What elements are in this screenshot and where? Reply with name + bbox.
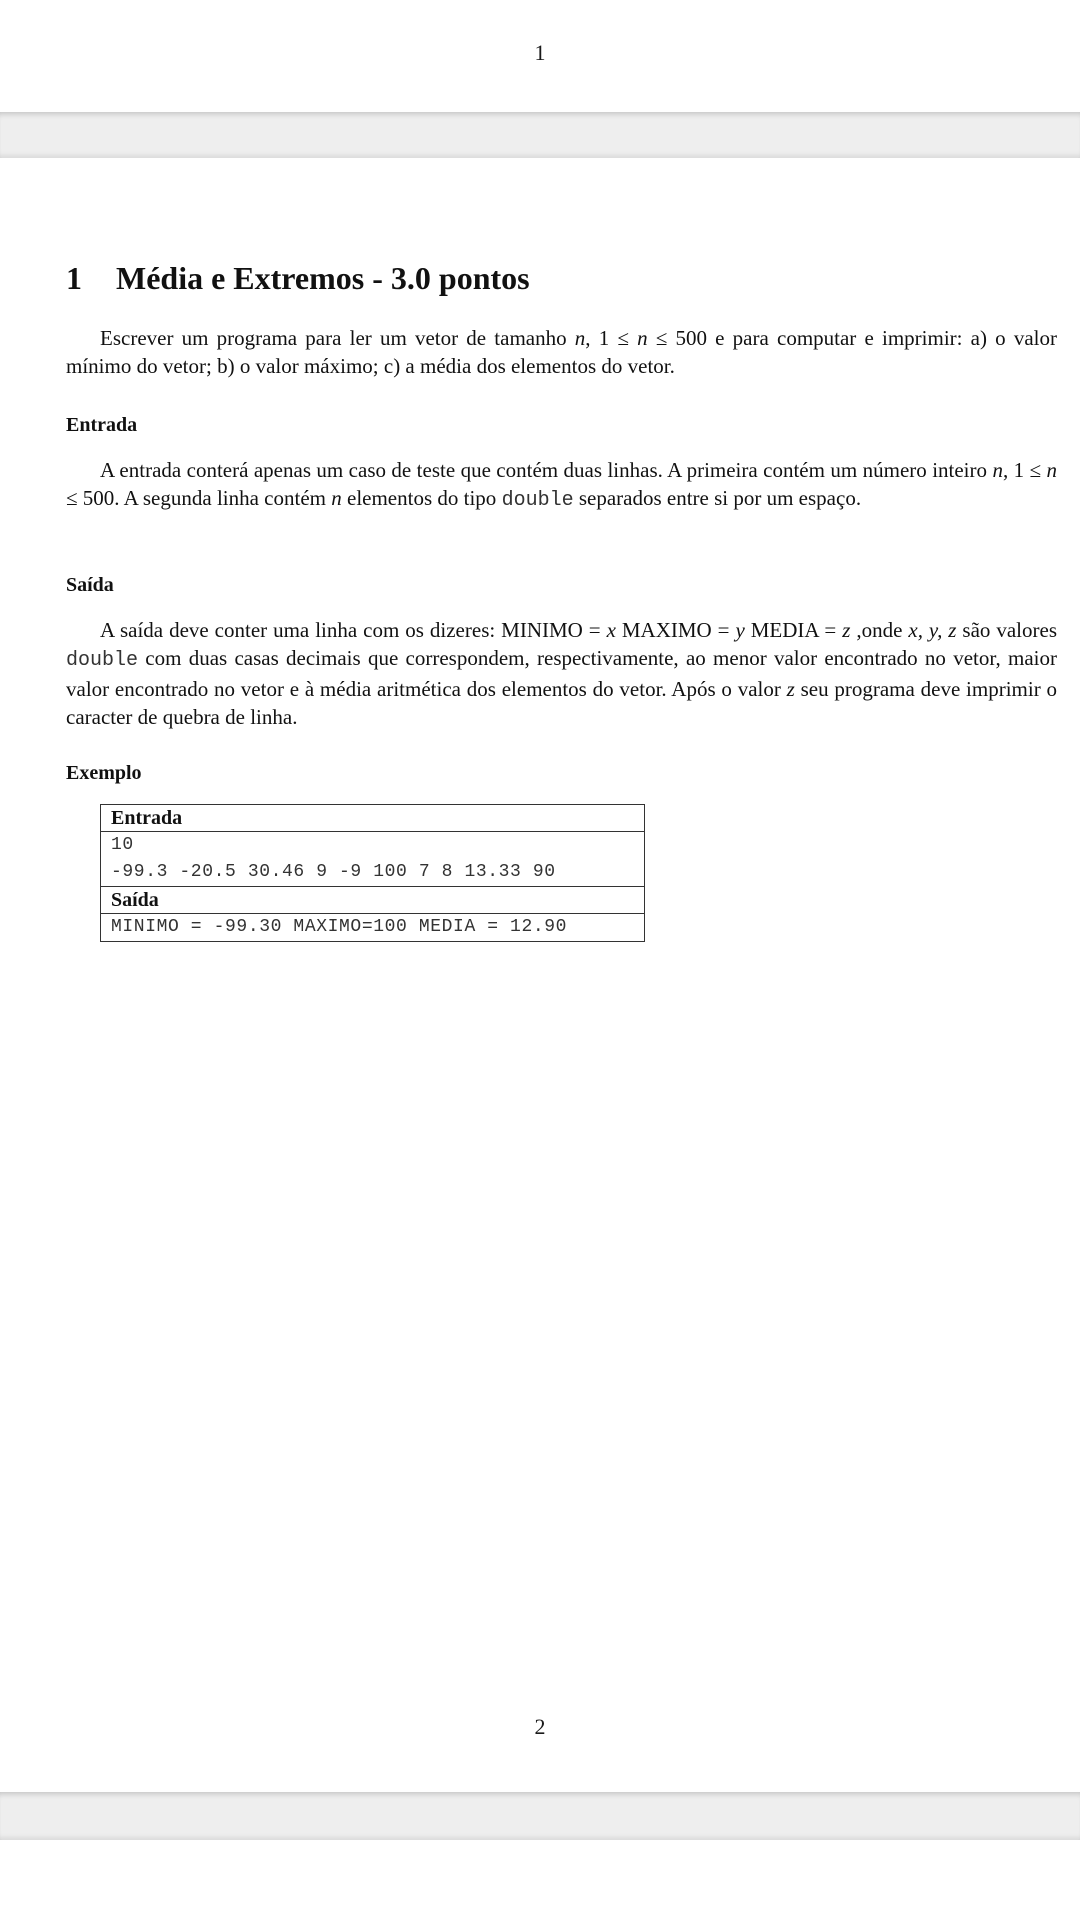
page-gap [0, 112, 1080, 158]
entrada-code-cell [101, 832, 645, 887]
entrada-label-cell: Entrada [101, 805, 645, 832]
table-row [101, 805, 645, 832]
table-row [101, 887, 645, 914]
saida-heading: Saída [66, 574, 114, 596]
exemplo-heading: Exemplo [66, 762, 142, 784]
section-title-text: Média e Extremos - 3.0 pontos [116, 260, 530, 296]
page-number: 1 [534, 40, 546, 65]
document-page [0, 158, 1080, 1792]
page-gap [0, 1792, 1080, 1840]
entrada-heading: Entrada [66, 414, 138, 436]
saida-label-cell: Saída [101, 887, 645, 914]
saida-code-cell [101, 914, 645, 942]
saida-paragraph: A saída deve conter uma linha com os dizeres: MINIMO = x MAXIMO = y MEDIA = z ,onde x, y, z são valores double com duas casas decimais que correspondem, respectivamente, ao menor valor encontrado no vetor, maior valor encontrado no vetor e à média aritmética dos elementos do vetor. Após o valor z seu programa deve imprimir o caracter de quebra de linha. [66, 618, 1058, 729]
previous-page-bottom [0, 0, 1080, 112]
entrada-line-1: 10 [111, 835, 134, 855]
page-number: 2 [534, 1714, 546, 1739]
intro-paragraph: Escrever um programa para ler um vetor de tamanho n, 1 ≤ n ≤ 500 e para computar e imprimir: a) o valor mínimo do vetor; b) o valor máximo; c) a média dos elementos do vetor. [66, 326, 1057, 378]
entrada-line-2: -99.3 -20.5 30.46 9 -9 100 7 8 13.33 90 [111, 862, 556, 882]
example-table [100, 804, 645, 942]
next-page-top [0, 1840, 1080, 1920]
table-row [101, 914, 645, 942]
table-row [101, 832, 645, 887]
entrada-paragraph: A entrada conterá apenas um caso de teste que contém duas linhas. A primeira contém um número inteiro n, 1 ≤ n ≤ 500. A segunda linha contém n elementos do tipo double separados entre si por um espaço. [66, 458, 1057, 512]
section-number: 1 [66, 260, 82, 296]
saida-line-1: MINIMO = -99.30 MAXIMO=100 MEDIA = 12.90 [111, 917, 568, 937]
section-title [66, 260, 530, 297]
